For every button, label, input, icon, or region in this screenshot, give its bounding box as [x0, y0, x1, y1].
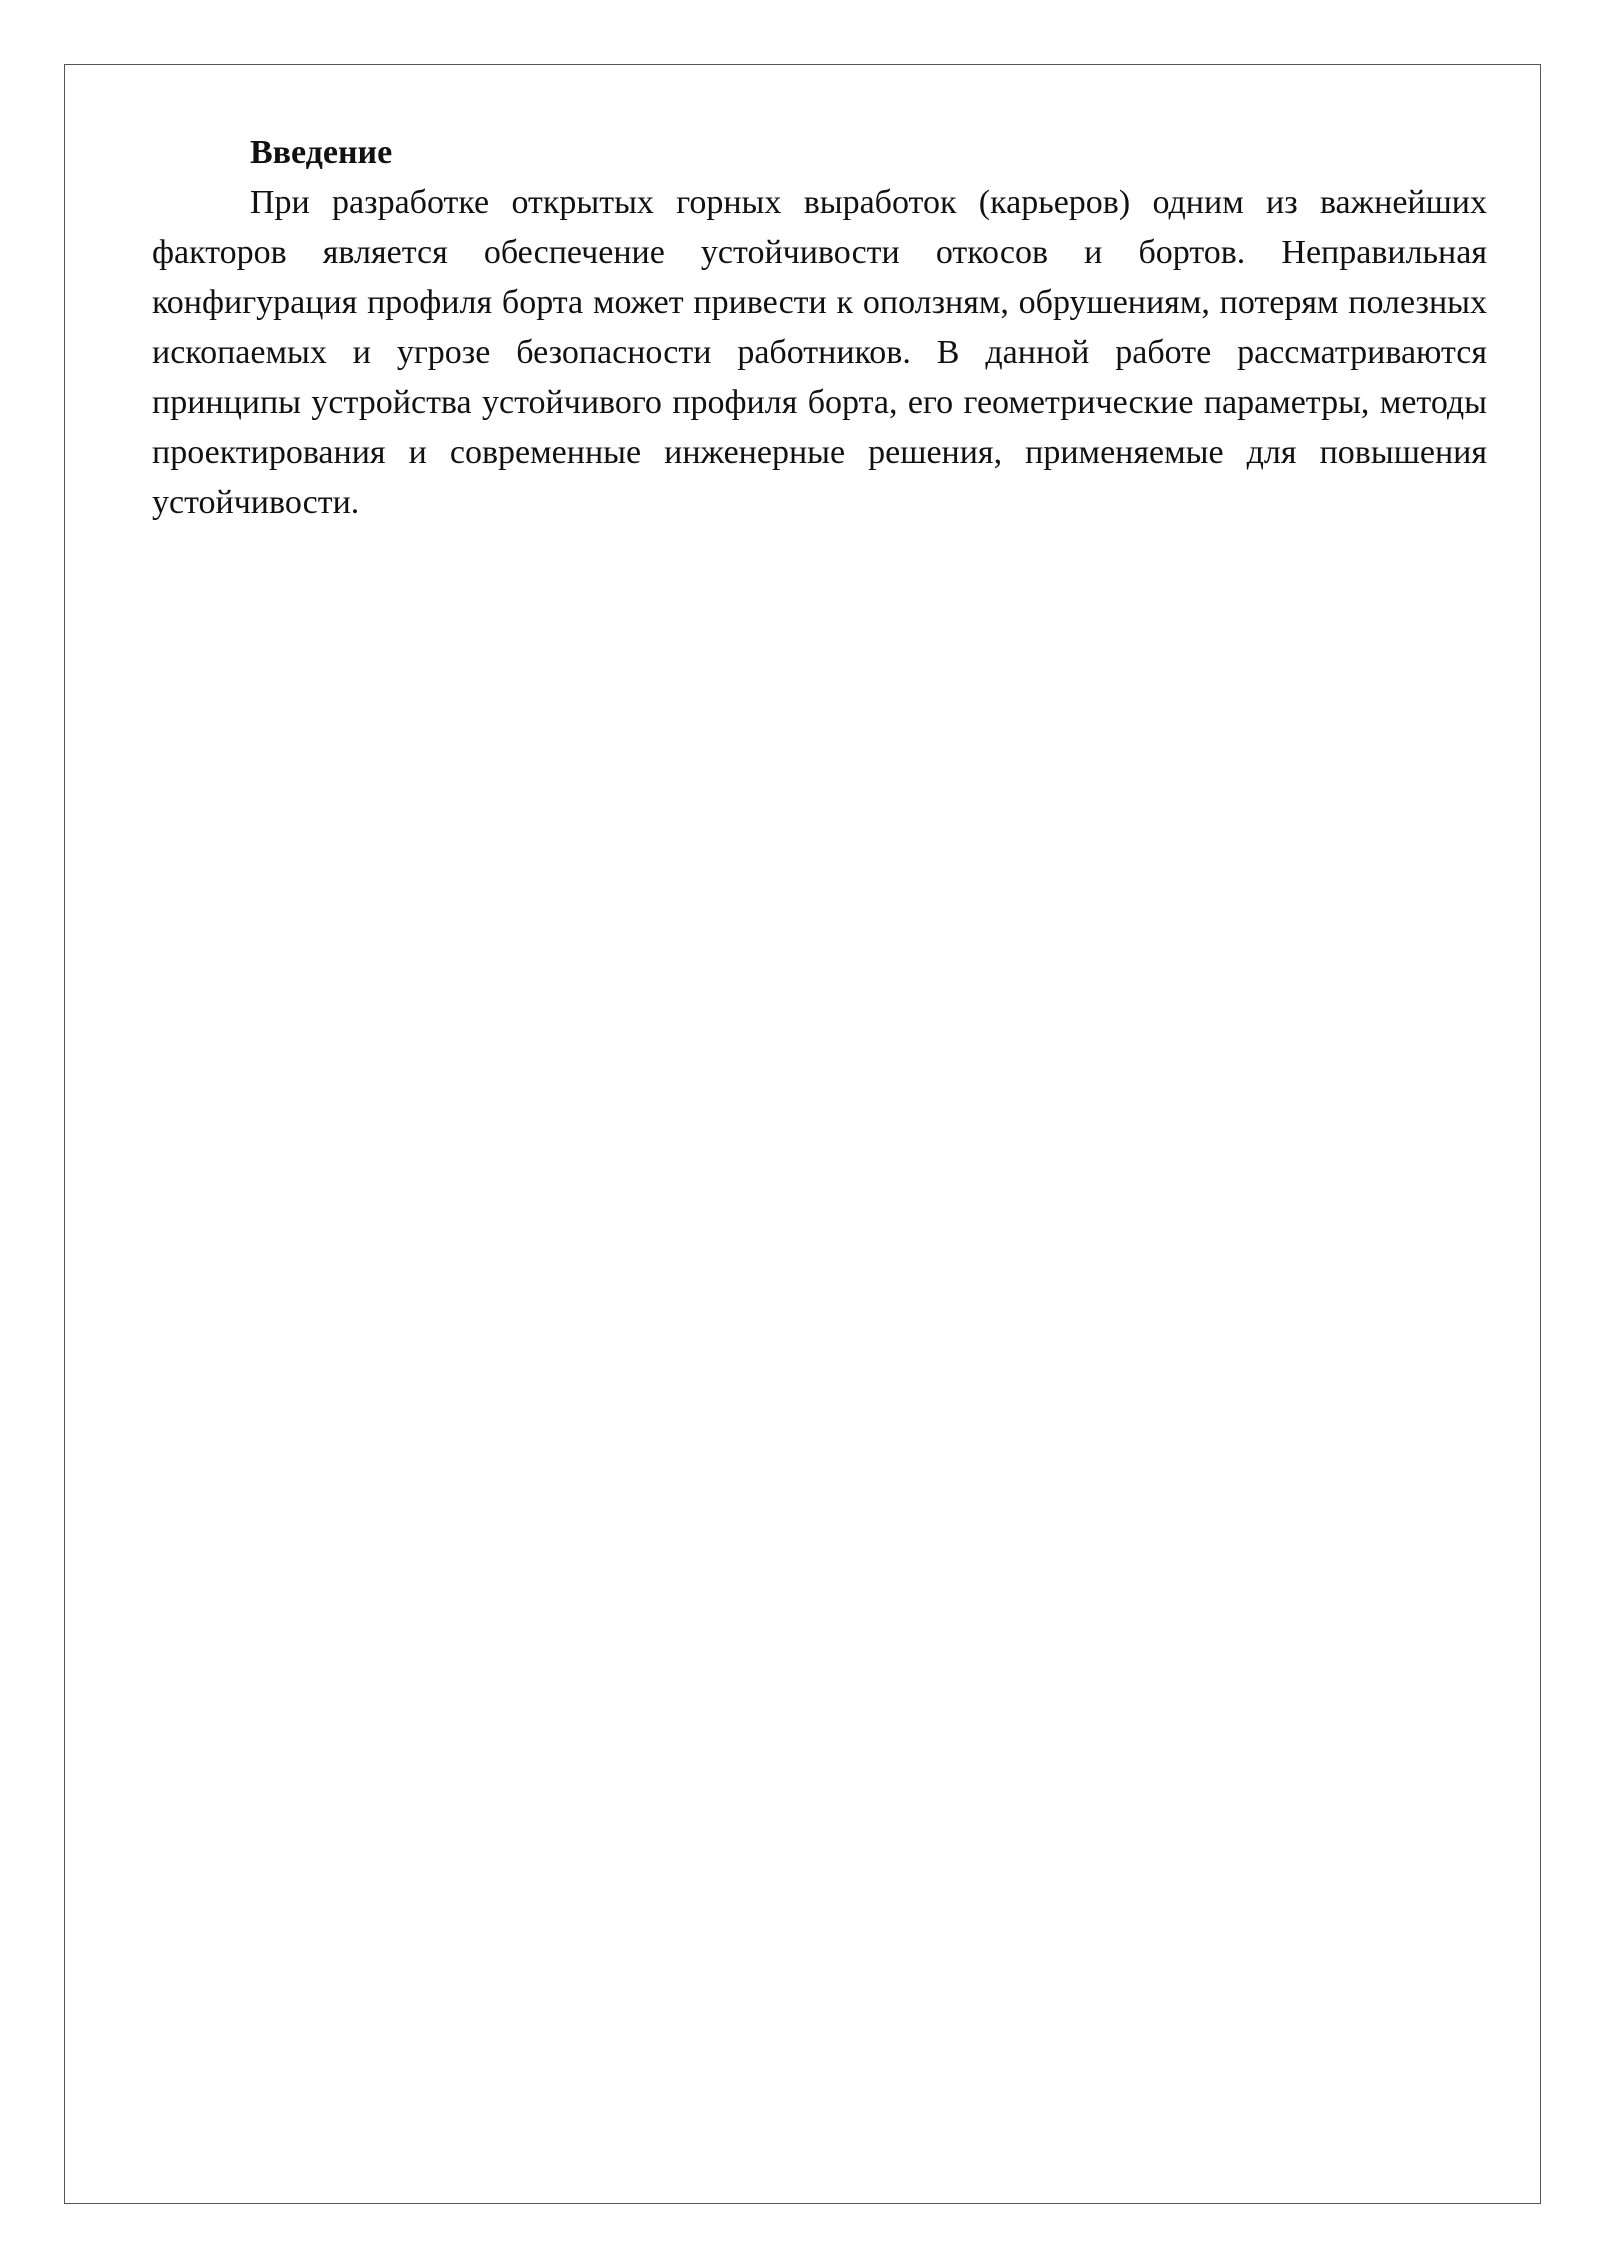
- document-body: [152, 128, 1487, 528]
- intro-paragraph: При разработке открытых горных выработок (карьеров) одним из важнейших факторов является обеспечение устойчивости откосов и бортов. Неправильная конфигурация профиля борта может привести к оползням, обрушениям, потерям полезных ископаемых и угрозе безопасности работников. В данной работе рассматриваются принципы устройства устойчивого профиля борта, его геометрические параметры, методы проектирования и современные инженерные решения, применяемые для повышения устойчивости.: [152, 184, 1487, 521]
- section-heading: Введение: [250, 134, 393, 171]
